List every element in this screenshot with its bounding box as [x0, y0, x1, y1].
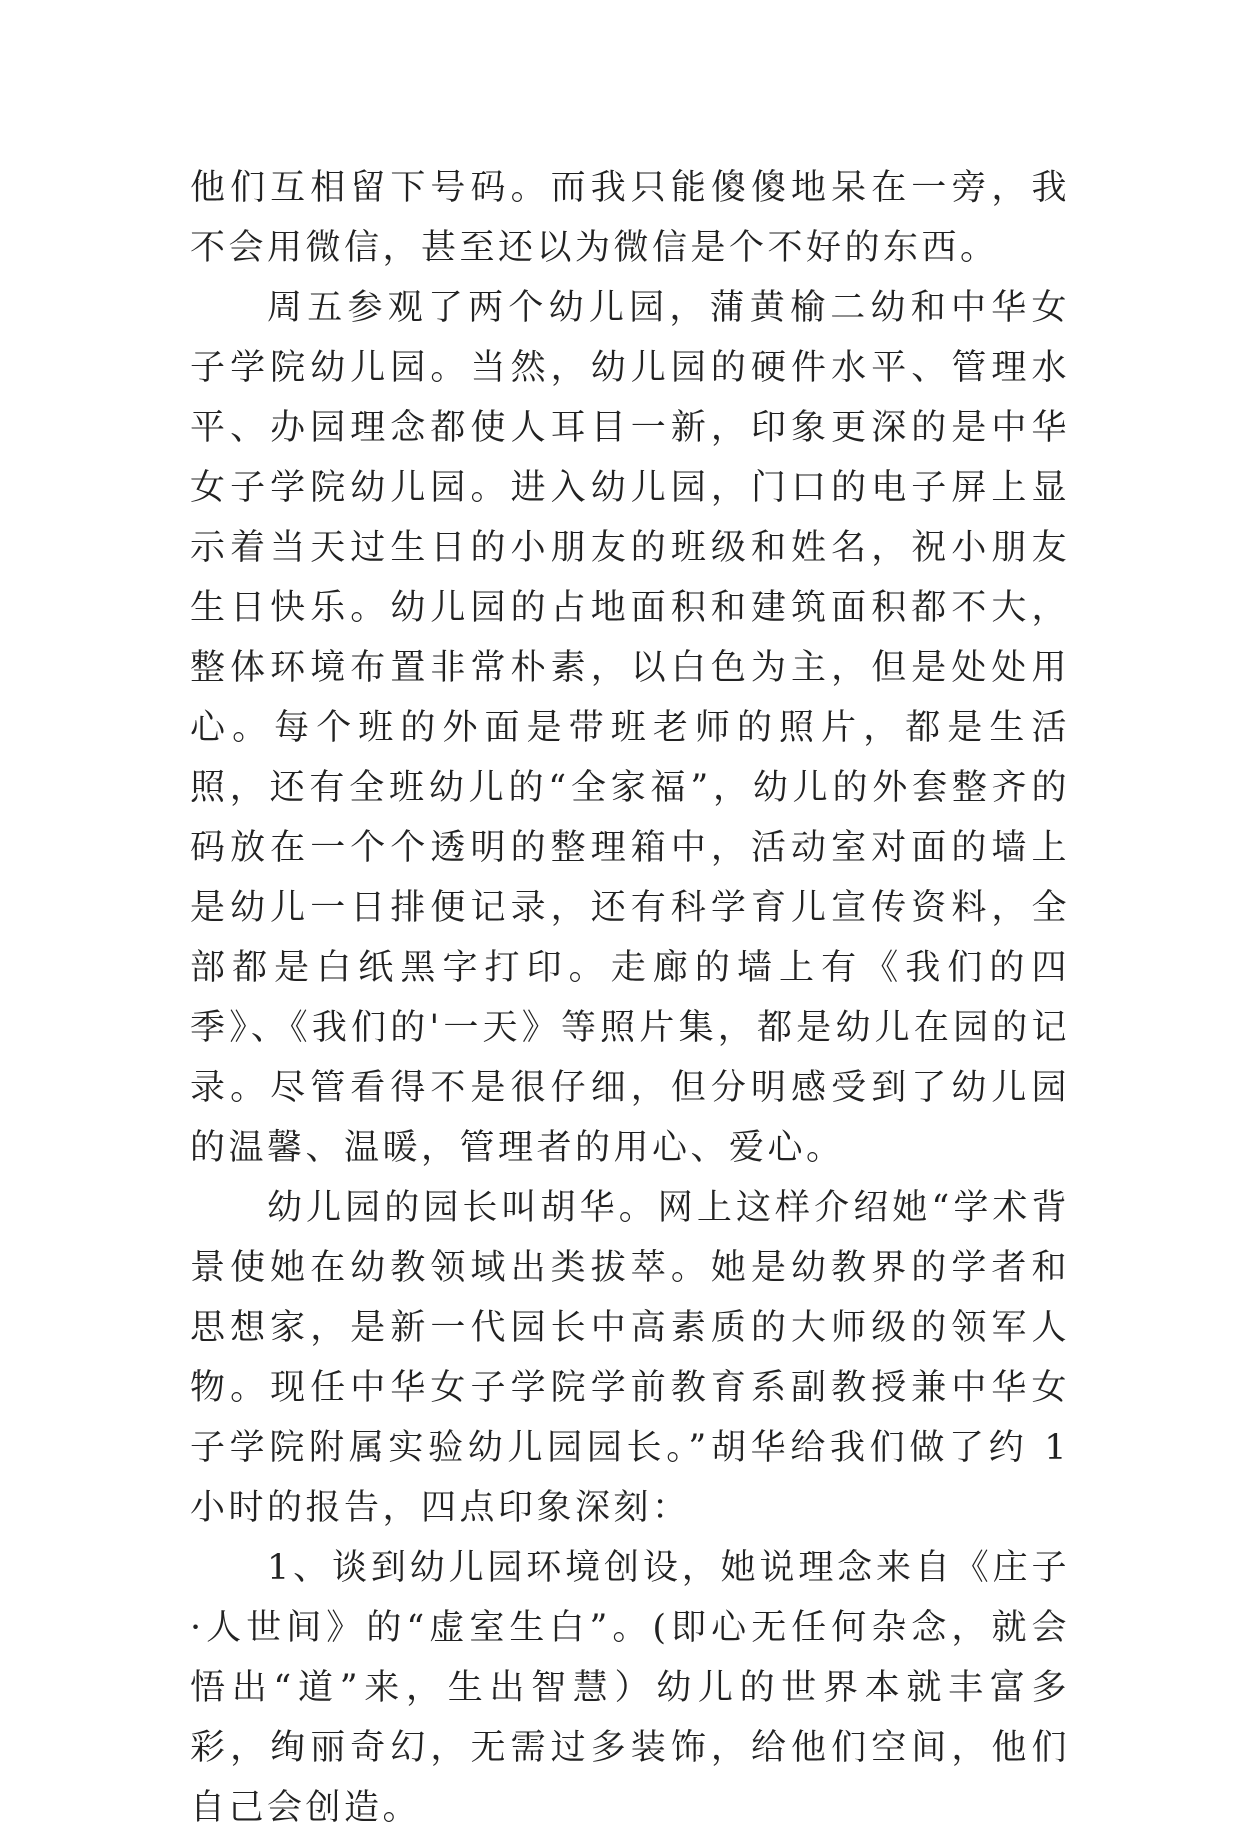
paragraph-4: 1、谈到幼儿园环境创设，她说理念来自《庄子·人世间》的“虚室生白”。(即心无任何杂念，就会悟出“道”来，生出智慧）幼儿的世界本就丰富多彩，绚丽奇幻，无需过多装饰，给他们空间，他们自己会创造。	[190, 1548, 1070, 1828]
paragraph-1: 他们互相留下号码。而我只能傻傻地呆在一旁，我不会用微信，甚至还以为微信是个不好的东西。	[190, 168, 1070, 268]
paragraph-2: 周五参观了两个幼儿园，蒲黄榆二幼和中华女子学院幼儿园。当然，幼儿园的硬件水平、管理水平、办园理念都使人耳目一新，印象更深的是中华女子学院幼儿园。进入幼儿园，门口的电子屏上显示着当天过生日的小朋友的班级和姓名，祝小朋友生日快乐。幼儿园的占地面积和建筑面积都不大，整体环境布置非常朴素，以白色为主，但是处处用心。每个班的外面是带班老师的照片，都是生活照，还有全班幼儿的“全家福”，幼儿的外套整齐的码放在一个个透明的整理箱中，活动室对面的墙上是幼儿一日排便记录，还有科学育儿宣传资料，全部都是白纸黑字打印。走廊的墙上有《我们的四季》、《我们的'一天》等照片集，都是幼儿在园的记录。尽管看得不是很仔细，但分明感受到了幼儿园的温馨、温暖，管理者的用心、爱心。	[190, 288, 1070, 1168]
document-body	[190, 158, 1070, 1838]
paragraph-3: 幼儿园的园长叫胡华。网上这样介绍她“学术背景使她在幼教领域出类拔萃。她是幼教界的学者和思想家，是新一代园长中高素质的大师级的领军人物。现任中华女子学院学前教育系副教授兼中华女子学院附属实验幼儿园园长。”胡华给我们做了约 1 小时的报告，四点印象深刻：	[190, 1188, 1070, 1528]
